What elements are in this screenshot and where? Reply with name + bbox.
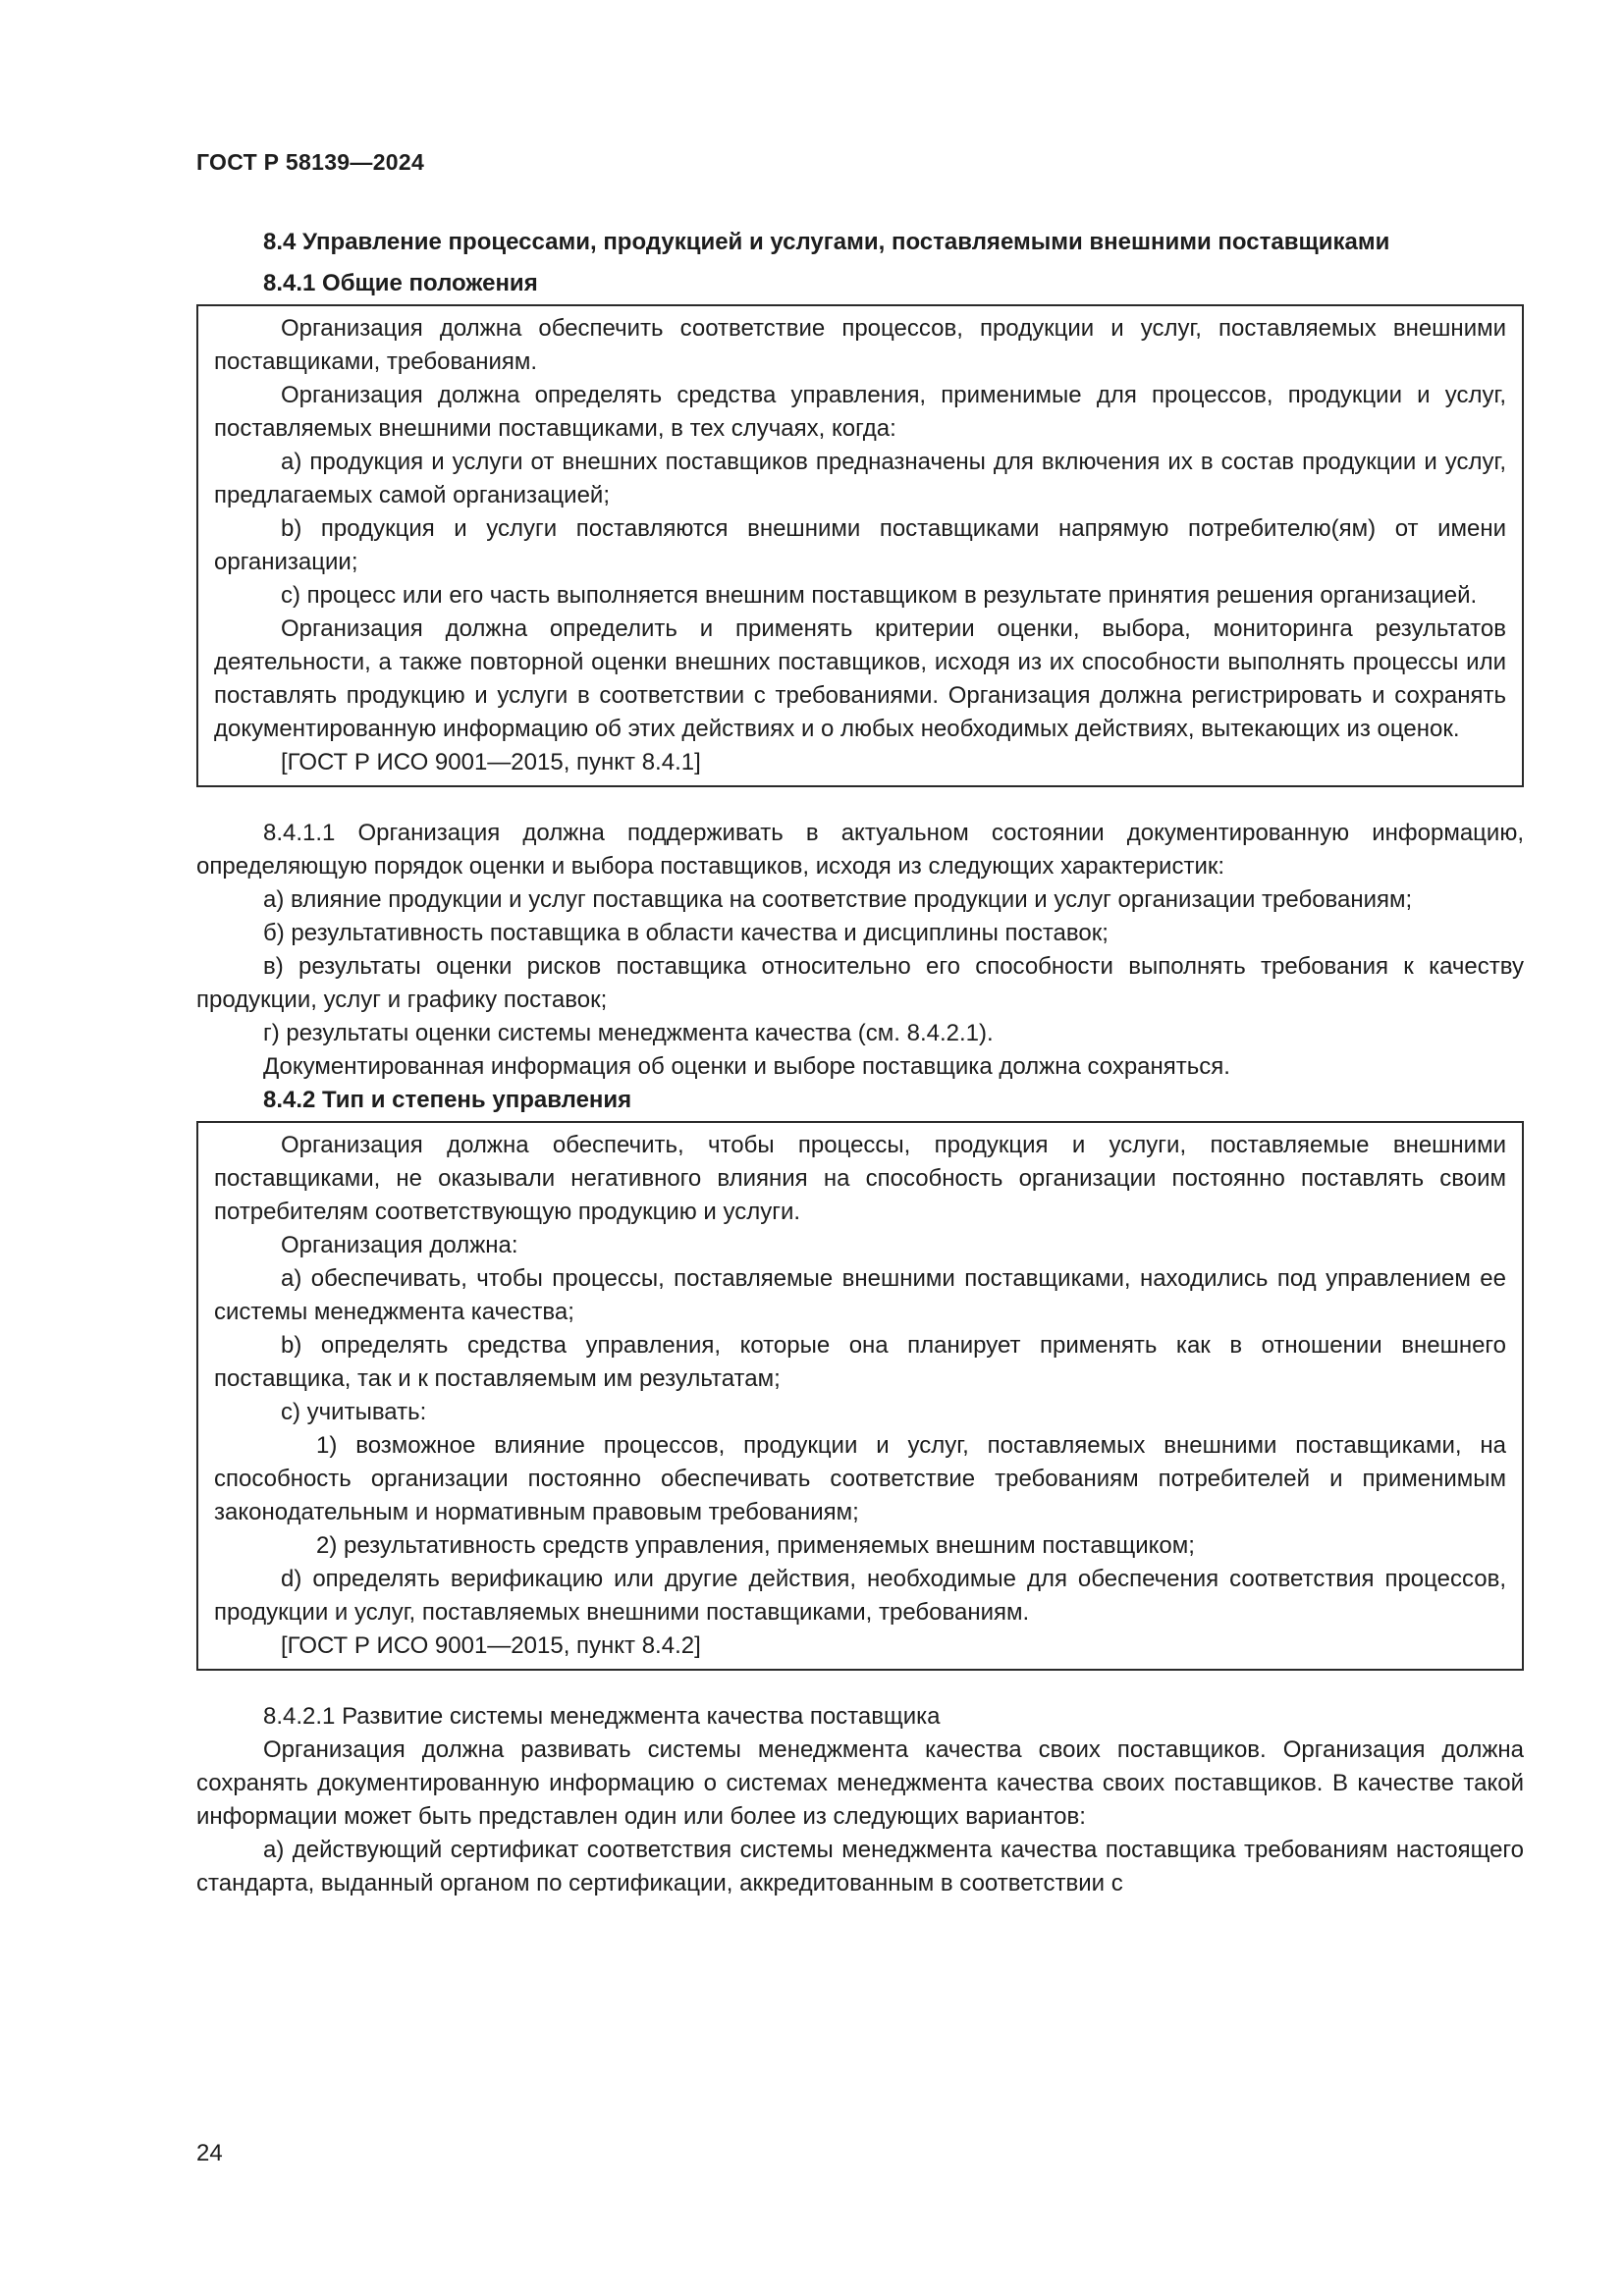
section-8-4-2-1 (196, 1700, 1524, 1900)
list-item: b) продукция и услуги поставляются внешними поставщиками напрямую потребителю(ям) от имени организации; (214, 515, 1506, 575)
heading-8-4-1: 8.4.1 Общие положения (263, 270, 538, 296)
list-item: a) действующий сертификат соответствия системы менеджмента качества поставщика требованиям настоящего стандарта, выданный органом по сертификации, аккредитованным в соответствии с (196, 1837, 1524, 1896)
list-item: в) результаты оценки рисков поставщика относительно его способности выполнять требования к качеству продукции, услуг и графику поставок; (196, 953, 1524, 1013)
list-item: a) продукция и услуги от внешних поставщиков предназначены для включения их в состав продукции и услуг, предлагаемых самой организацией; (214, 449, 1506, 508)
list-item: б) результативность поставщика в области качества и дисциплины поставок; (263, 920, 1109, 946)
heading-8-4-2: 8.4.2 Тип и степень управления (263, 1087, 632, 1113)
quote-box-iso-8-4-2 (196, 1121, 1524, 1671)
list-item: c) процесс или его часть выполняется внешним поставщиком в результате принятия решения организацией. (281, 582, 1478, 609)
paragraph: Организация должна определить и применять критерии оценки, выбора, мониторинга результатов деятельности, а также повторной оценки внешних поставщиков, исходя из их способности выполнять процессы или поставлять продукцию и услуги в соответствии с требованиями. Организация должна регистрировать и сохранять документированную информацию об этих действиях и о любых необходимых действиях, вытекающих из оценок. (214, 615, 1506, 742)
page-number: 24 (196, 2140, 223, 2166)
paragraph: Организация должна обеспечить соответствие процессов, продукции и услуг, поставляемых внешними поставщиками, требованиям. (214, 315, 1506, 375)
heading-8-4: 8.4 Управление процессами, продукцией и услугами, поставляемыми внешними поставщиками (263, 229, 1390, 255)
paragraph: Организация должна определять средства управления, применимые для процессов, продукции и услуг, поставляемых внешними поставщиками, в тех случаях, когда: (214, 382, 1506, 442)
list-item: a) обеспечивать, чтобы процессы, поставляемые внешними поставщиками, находились под управлением ее системы менеджмента качества; (214, 1265, 1506, 1325)
reference: [ГОСТ Р ИСО 9001—2015, пункт 8.4.1] (281, 749, 701, 775)
quote-box-iso-8-4-1 (196, 304, 1524, 787)
list-item: а) влияние продукции и услуг поставщика на соответствие продукции и услуг организации требованиям; (263, 886, 1413, 913)
subsection-title: 8.4.2.1 Развитие системы менеджмента качества поставщика (263, 1703, 941, 1730)
list-item: d) определять верификацию или другие действия, необходимые для обеспечения соответствия процессов, продукции и услуг, поставляемых внешними поставщиками, требованиям. (214, 1566, 1506, 1626)
section-8-4-1-1 (196, 817, 1524, 1084)
page-content (196, 226, 1524, 1900)
list-item: c) учитывать: (281, 1399, 427, 1425)
paragraph: 8.4.1.1 Организация должна поддерживать в актуальном состоянии документированную информацию, определяющую порядок оценки и выбора поставщиков, исходя из следующих характеристик: (196, 820, 1524, 880)
reference: [ГОСТ Р ИСО 9001—2015, пункт 8.4.2] (281, 1632, 701, 1659)
sub-list-item: 2) результативность средств управления, применяемых внешним поставщиком; (316, 1532, 1195, 1559)
document-id: ГОСТ Р 58139—2024 (196, 149, 425, 175)
paragraph: Организация должна обеспечить, чтобы процессы, продукция и услуги, поставляемые внешними поставщиками, не оказывали негативного влияния на способность организации постоянно поставлять своим потребителям соответствующую продукцию и услуги. (214, 1132, 1506, 1225)
sub-list-item: 1) возможное влияние процессов, продукции и услуг, поставляемых внешними поставщиками, на способность организации постоянно обеспечивать соответствие требованиям потребителей и применимым законодательным и нормативным правовым требованиям; (214, 1432, 1506, 1525)
list-item: b) определять средства управления, которые она планирует применять как в отношении внешнего поставщика, так и к поставляемым им результатам; (214, 1332, 1506, 1392)
paragraph: Организация должна: (281, 1232, 518, 1258)
list-item: г) результаты оценки системы менеджмента качества (см. 8.4.2.1). (263, 1020, 994, 1046)
paragraph: Документированная информация об оценки и выборе поставщика должна сохраняться. (263, 1053, 1230, 1080)
paragraph: Организация должна развивать системы менеджмента качества своих поставщиков. Организация должна сохранять документированную информацию о системах менеджмента качества своих поставщиков. В качестве такой информации может быть представлен один или более из следующих вариантов: (196, 1736, 1524, 1830)
